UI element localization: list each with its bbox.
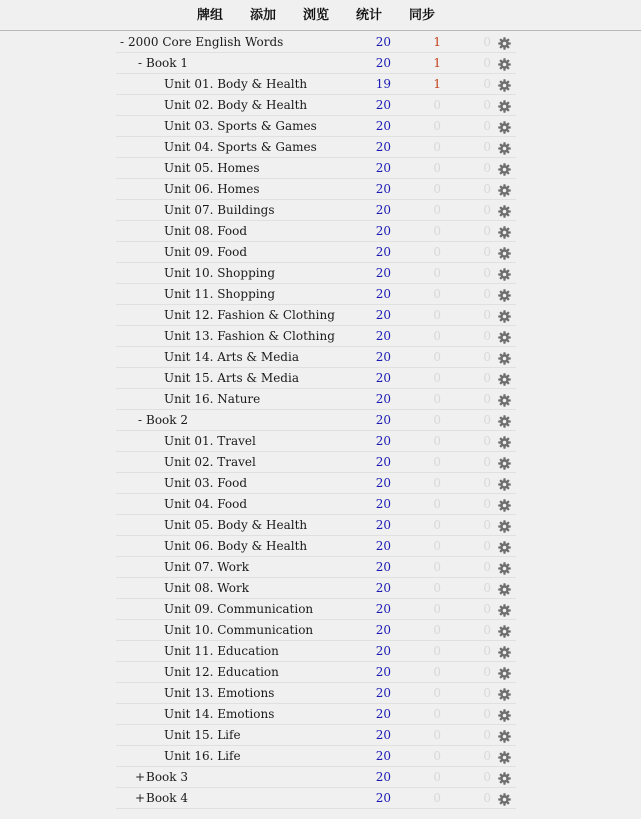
new-count: 20 bbox=[375, 224, 391, 238]
deck-row bbox=[116, 74, 516, 95]
deck-name-link[interactable]: Unit 02. Travel bbox=[164, 455, 256, 469]
due-count: 0 bbox=[483, 203, 491, 217]
new-count: 20 bbox=[375, 371, 391, 385]
due-count: 0 bbox=[483, 623, 491, 637]
deck-name-link[interactable]: Book 1 bbox=[146, 56, 188, 70]
new-count: 20 bbox=[375, 581, 391, 595]
new-count: 20 bbox=[375, 749, 391, 763]
learn-count: 0 bbox=[433, 707, 441, 721]
gear-icon[interactable] bbox=[498, 603, 511, 616]
due-count: 0 bbox=[483, 665, 491, 679]
learn-count: 0 bbox=[433, 728, 441, 742]
deck-row bbox=[116, 305, 516, 326]
new-count: 20 bbox=[375, 266, 391, 280]
learn-count: 0 bbox=[433, 770, 441, 784]
gear-icon[interactable] bbox=[498, 540, 511, 553]
gear-icon[interactable] bbox=[498, 204, 511, 217]
deck-row bbox=[116, 536, 516, 557]
deck-name-link[interactable]: Unit 06. Body & Health bbox=[164, 539, 308, 553]
new-count: 20 bbox=[375, 140, 391, 154]
due-count: 0 bbox=[483, 644, 491, 658]
deck-row bbox=[116, 389, 516, 410]
due-count: 0 bbox=[483, 476, 491, 490]
deck-row bbox=[116, 284, 516, 305]
collapse-toggle[interactable]: - bbox=[119, 35, 125, 49]
deck-name-link[interactable]: Unit 05. Body & Health bbox=[164, 518, 308, 532]
learn-count: 0 bbox=[433, 371, 441, 385]
due-count: 0 bbox=[483, 518, 491, 532]
due-count: 0 bbox=[483, 329, 491, 343]
gear-icon[interactable] bbox=[498, 99, 511, 112]
learn-count: 0 bbox=[433, 602, 441, 616]
gear-icon[interactable] bbox=[498, 729, 511, 742]
learn-count: 0 bbox=[433, 161, 441, 175]
due-count: 0 bbox=[483, 707, 491, 721]
gear-icon[interactable] bbox=[498, 645, 511, 658]
gear-icon[interactable] bbox=[498, 750, 511, 763]
new-count: 20 bbox=[375, 98, 391, 112]
learn-count: 0 bbox=[433, 476, 441, 490]
deck-row bbox=[116, 683, 516, 704]
learn-count: 0 bbox=[433, 665, 441, 679]
deck-row bbox=[116, 494, 516, 515]
deck-row bbox=[116, 431, 516, 452]
gear-icon[interactable] bbox=[498, 330, 511, 343]
due-count: 0 bbox=[483, 308, 491, 322]
deck-name-link[interactable]: Unit 01. Travel bbox=[164, 434, 256, 448]
new-count: 20 bbox=[375, 392, 391, 406]
gear-icon[interactable] bbox=[498, 792, 511, 805]
deck-name-link[interactable]: Unit 09. Food bbox=[164, 245, 248, 259]
gear-icon[interactable] bbox=[498, 687, 511, 700]
due-count: 0 bbox=[483, 287, 491, 301]
due-count: 0 bbox=[483, 224, 491, 238]
top-toolbar bbox=[0, 0, 641, 31]
due-count: 0 bbox=[483, 266, 491, 280]
deck-row bbox=[116, 137, 516, 158]
deck-name-link[interactable]: Unit 01. Body & Health bbox=[164, 77, 308, 91]
learn-count: 0 bbox=[433, 224, 441, 238]
new-count: 20 bbox=[375, 644, 391, 658]
new-count: 19 bbox=[375, 77, 391, 91]
due-count: 0 bbox=[483, 161, 491, 175]
new-count: 20 bbox=[375, 119, 391, 133]
new-count: 20 bbox=[375, 623, 391, 637]
due-count: 0 bbox=[483, 371, 491, 385]
gear-icon[interactable] bbox=[498, 246, 511, 259]
deck-name-link[interactable]: Unit 05. Homes bbox=[164, 161, 260, 175]
gear-icon[interactable] bbox=[498, 120, 511, 133]
deck-row bbox=[116, 368, 516, 389]
expand-toggle[interactable]: + bbox=[134, 770, 146, 784]
gear-icon[interactable] bbox=[498, 561, 511, 574]
gear-icon[interactable] bbox=[498, 393, 511, 406]
deck-row bbox=[116, 53, 516, 74]
due-count: 0 bbox=[483, 119, 491, 133]
deck-name-link[interactable]: Unit 12. Fashion & Clothing bbox=[164, 308, 335, 322]
new-count: 20 bbox=[375, 161, 391, 175]
deck-name-link[interactable]: Unit 12. Education bbox=[164, 665, 279, 679]
learn-count: 0 bbox=[433, 245, 441, 259]
due-count: 0 bbox=[483, 434, 491, 448]
learn-count: 0 bbox=[433, 119, 441, 133]
deck-name-link[interactable]: Unit 03. Sports & Games bbox=[164, 119, 317, 133]
deck-name-link[interactable]: Unit 10. Shopping bbox=[164, 266, 275, 280]
tab-add[interactable]: 添加 bbox=[250, 8, 277, 23]
learn-count: 0 bbox=[433, 182, 441, 196]
gear-icon[interactable] bbox=[498, 498, 511, 511]
gear-icon[interactable] bbox=[498, 267, 511, 280]
deck-row bbox=[116, 410, 516, 431]
deck-row bbox=[116, 200, 516, 221]
deck-row bbox=[116, 158, 516, 179]
new-count: 20 bbox=[375, 287, 391, 301]
learn-count: 0 bbox=[433, 560, 441, 574]
new-count: 20 bbox=[375, 182, 391, 196]
gear-icon[interactable] bbox=[498, 666, 511, 679]
deck-row bbox=[116, 725, 516, 746]
gear-icon[interactable] bbox=[498, 288, 511, 301]
due-count: 0 bbox=[483, 770, 491, 784]
learn-count: 0 bbox=[433, 392, 441, 406]
deck-row bbox=[116, 263, 516, 284]
collapse-toggle[interactable]: - bbox=[137, 413, 143, 427]
deck-name-link[interactable]: Book 3 bbox=[146, 770, 188, 784]
gear-icon[interactable] bbox=[498, 582, 511, 595]
gear-icon[interactable] bbox=[498, 771, 511, 784]
learn-count: 0 bbox=[433, 266, 441, 280]
deck-row bbox=[116, 326, 516, 347]
deck-row bbox=[116, 452, 516, 473]
deck-name-link[interactable]: Unit 13. Fashion & Clothing bbox=[164, 329, 335, 343]
due-count: 0 bbox=[483, 35, 491, 49]
deck-name-link[interactable]: Unit 13. Emotions bbox=[164, 686, 275, 700]
expand-toggle[interactable]: + bbox=[134, 791, 146, 805]
learn-count: 1 bbox=[433, 77, 441, 91]
new-count: 20 bbox=[375, 329, 391, 343]
due-count: 0 bbox=[483, 182, 491, 196]
new-count: 20 bbox=[375, 539, 391, 553]
deck-row bbox=[116, 704, 516, 725]
new-count: 20 bbox=[375, 770, 391, 784]
due-count: 0 bbox=[483, 497, 491, 511]
gear-icon[interactable] bbox=[498, 225, 511, 238]
new-count: 20 bbox=[375, 434, 391, 448]
due-count: 0 bbox=[483, 56, 491, 70]
deck-name-link[interactable]: Unit 14. Arts & Media bbox=[164, 350, 299, 364]
gear-icon[interactable] bbox=[498, 456, 511, 469]
new-count: 20 bbox=[375, 665, 391, 679]
deck-name-link[interactable]: Book 4 bbox=[146, 791, 188, 805]
due-count: 0 bbox=[483, 749, 491, 763]
due-count: 0 bbox=[483, 98, 491, 112]
tab-decks[interactable]: 牌组 bbox=[197, 8, 224, 23]
gear-icon[interactable] bbox=[498, 309, 511, 322]
deck-row bbox=[116, 515, 516, 536]
due-count: 0 bbox=[483, 77, 491, 91]
new-count: 20 bbox=[375, 455, 391, 469]
learn-count: 0 bbox=[433, 623, 441, 637]
due-count: 0 bbox=[483, 602, 491, 616]
new-count: 20 bbox=[375, 518, 391, 532]
deck-name-link[interactable]: Unit 15. Arts & Media bbox=[164, 371, 299, 385]
deck-name-link[interactable]: Unit 06. Homes bbox=[164, 182, 260, 196]
new-count: 20 bbox=[375, 35, 391, 49]
deck-row bbox=[116, 347, 516, 368]
deck-name-link[interactable]: Unit 11. Education bbox=[164, 644, 279, 658]
deck-name-link[interactable]: Unit 03. Food bbox=[164, 476, 248, 490]
learn-count: 0 bbox=[433, 791, 441, 805]
deck-name-link[interactable]: Unit 02. Body & Health bbox=[164, 98, 308, 112]
new-count: 20 bbox=[375, 707, 391, 721]
deck-row bbox=[116, 746, 516, 767]
deck-name-link[interactable]: Unit 04. Food bbox=[164, 497, 248, 511]
learn-count: 0 bbox=[433, 581, 441, 595]
new-count: 20 bbox=[375, 308, 391, 322]
new-count: 20 bbox=[375, 413, 391, 427]
due-count: 0 bbox=[483, 728, 491, 742]
learn-count: 0 bbox=[433, 203, 441, 217]
learn-count: 0 bbox=[433, 413, 441, 427]
new-count: 20 bbox=[375, 56, 391, 70]
tab-stats[interactable]: 统计 bbox=[356, 8, 383, 23]
gear-icon[interactable] bbox=[498, 183, 511, 196]
learn-count: 0 bbox=[433, 308, 441, 322]
deck-row bbox=[116, 578, 516, 599]
deck-name-link[interactable]: Book 2 bbox=[146, 413, 188, 427]
learn-count: 0 bbox=[433, 539, 441, 553]
learn-count: 0 bbox=[433, 497, 441, 511]
due-count: 0 bbox=[483, 392, 491, 406]
new-count: 20 bbox=[375, 686, 391, 700]
deck-name-link[interactable]: Unit 11. Shopping bbox=[164, 287, 275, 301]
deck-row bbox=[116, 641, 516, 662]
gear-icon[interactable] bbox=[498, 78, 511, 91]
new-count: 20 bbox=[375, 497, 391, 511]
deck-name-link[interactable]: Unit 09. Communication bbox=[164, 602, 314, 616]
gear-icon[interactable] bbox=[498, 141, 511, 154]
learn-count: 0 bbox=[433, 644, 441, 658]
new-count: 20 bbox=[375, 203, 391, 217]
new-count: 20 bbox=[375, 791, 391, 805]
learn-count: 0 bbox=[433, 686, 441, 700]
deck-row bbox=[116, 32, 516, 53]
due-count: 0 bbox=[483, 245, 491, 259]
new-count: 20 bbox=[375, 602, 391, 616]
gear-icon[interactable] bbox=[498, 435, 511, 448]
learn-count: 1 bbox=[433, 35, 441, 49]
deck-row bbox=[116, 242, 516, 263]
tab-browse[interactable]: 浏览 bbox=[303, 8, 330, 23]
gear-icon[interactable] bbox=[498, 414, 511, 427]
learn-count: 0 bbox=[433, 455, 441, 469]
learn-count: 1 bbox=[433, 56, 441, 70]
learn-count: 0 bbox=[433, 287, 441, 301]
deck-list bbox=[116, 32, 516, 809]
deck-name-link[interactable]: Unit 07. Work bbox=[164, 560, 249, 574]
learn-count: 0 bbox=[433, 350, 441, 364]
learn-count: 0 bbox=[433, 749, 441, 763]
tab-sync[interactable]: 同步 bbox=[409, 8, 436, 23]
learn-count: 0 bbox=[433, 329, 441, 343]
due-count: 0 bbox=[483, 350, 491, 364]
gear-icon[interactable] bbox=[498, 162, 511, 175]
new-count: 20 bbox=[375, 560, 391, 574]
gear-icon[interactable] bbox=[498, 708, 511, 721]
deck-row bbox=[116, 599, 516, 620]
deck-name-link[interactable]: Unit 08. Food bbox=[164, 224, 248, 238]
deck-row bbox=[116, 179, 516, 200]
deck-name-link[interactable]: Unit 04. Sports & Games bbox=[164, 140, 317, 154]
deck-row bbox=[116, 221, 516, 242]
deck-row bbox=[116, 788, 516, 809]
learn-count: 0 bbox=[433, 98, 441, 112]
new-count: 20 bbox=[375, 476, 391, 490]
learn-count: 0 bbox=[433, 140, 441, 154]
due-count: 0 bbox=[483, 581, 491, 595]
gear-icon[interactable] bbox=[498, 57, 511, 70]
collapse-toggle[interactable]: - bbox=[137, 56, 143, 70]
deck-name-link[interactable]: Unit 15. Life bbox=[164, 728, 241, 742]
gear-icon[interactable] bbox=[498, 372, 511, 385]
deck-row bbox=[116, 116, 516, 137]
deck-name-link[interactable]: Unit 16. Nature bbox=[164, 392, 261, 406]
new-count: 20 bbox=[375, 728, 391, 742]
deck-name-link[interactable]: Unit 08. Work bbox=[164, 581, 249, 595]
learn-count: 0 bbox=[433, 518, 441, 532]
deck-row bbox=[116, 620, 516, 641]
deck-row bbox=[116, 662, 516, 683]
gear-icon[interactable] bbox=[498, 477, 511, 490]
due-count: 0 bbox=[483, 560, 491, 574]
gear-icon[interactable] bbox=[498, 519, 511, 532]
deck-name-link[interactable]: Unit 14. Emotions bbox=[164, 707, 275, 721]
due-count: 0 bbox=[483, 140, 491, 154]
due-count: 0 bbox=[483, 455, 491, 469]
learn-count: 0 bbox=[433, 434, 441, 448]
due-count: 0 bbox=[483, 539, 491, 553]
gear-icon[interactable] bbox=[498, 351, 511, 364]
due-count: 0 bbox=[483, 791, 491, 805]
new-count: 20 bbox=[375, 245, 391, 259]
deck-name-link[interactable]: 2000 Core English Words bbox=[128, 35, 284, 49]
deck-name-link[interactable]: Unit 07. Buildings bbox=[164, 203, 275, 217]
due-count: 0 bbox=[483, 686, 491, 700]
deck-row bbox=[116, 767, 516, 788]
deck-row bbox=[116, 557, 516, 578]
deck-name-link[interactable]: Unit 16. Life bbox=[164, 749, 241, 763]
deck-row bbox=[116, 95, 516, 116]
gear-icon[interactable] bbox=[498, 36, 511, 49]
deck-name-link[interactable]: Unit 10. Communication bbox=[164, 623, 314, 637]
due-count: 0 bbox=[483, 413, 491, 427]
gear-icon[interactable] bbox=[498, 624, 511, 637]
deck-row bbox=[116, 473, 516, 494]
new-count: 20 bbox=[375, 350, 391, 364]
